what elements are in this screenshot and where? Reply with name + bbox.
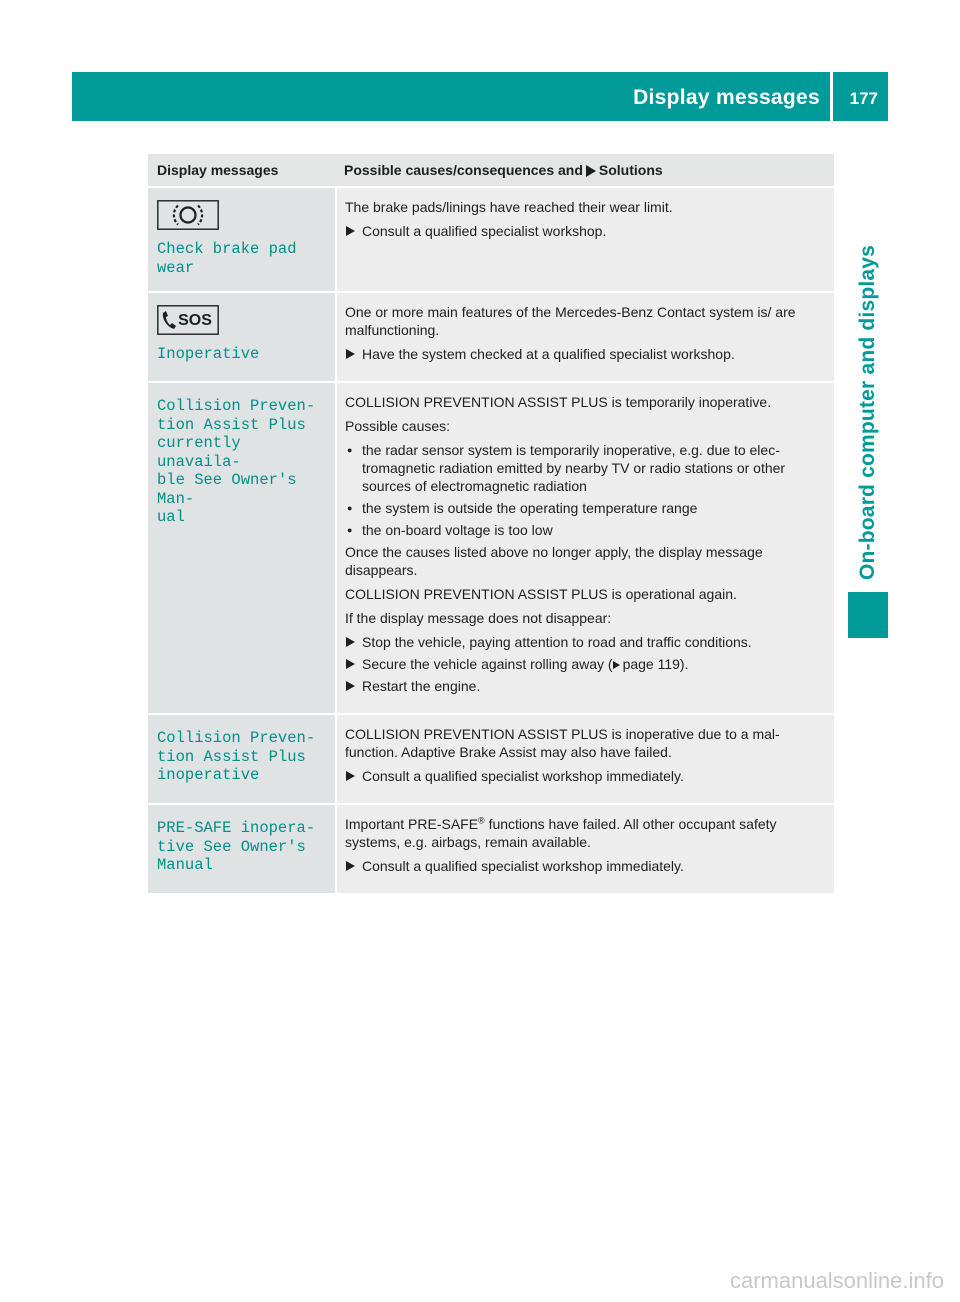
solutions-arrow-icon xyxy=(586,165,596,177)
solution-step: Consult a qualified specialist workshop immediately. xyxy=(345,857,828,875)
header-divider xyxy=(830,72,833,121)
sos-call-icon xyxy=(157,305,327,339)
cause-bullet: ● the on-board voltage is too low xyxy=(345,521,828,539)
message-cell xyxy=(148,714,336,804)
solution-cell xyxy=(336,187,834,292)
column-header-solutions: Possible causes/consequences and Solutions xyxy=(336,154,834,187)
solution-step: Stop the vehicle, paying attention to road and traffic conditions. xyxy=(345,633,828,651)
cause-text: Once the causes listed above no longer apply, the display message disappears. xyxy=(345,544,763,578)
table-row xyxy=(148,714,834,804)
brake-pad-wear-icon xyxy=(157,200,327,234)
cause-text: Important PRE-SAFE® functions have failed. All other occupant safety systems, e.g. airbags, remain available. xyxy=(345,815,777,850)
cause-text: COLLISION PREVENTION ASSIST PLUS is temporarily inoperative. xyxy=(345,394,772,410)
message-cell xyxy=(148,292,336,382)
cause-text: COLLISION PREVENTION ASSIST PLUS is inoperative due to a mal- function. Adaptive Brake Assist may also have failed. xyxy=(345,726,780,760)
side-tab-label: On-board computer and displays xyxy=(856,244,879,580)
cause-text: The brake pads/linings have reached their wear limit. xyxy=(345,199,673,215)
solution-cell xyxy=(336,292,834,382)
display-message-text: PRE-SAFE inopera‐ tive See Owner's Manual xyxy=(157,819,316,874)
watermark: carmanualsonline.info xyxy=(729,1268,944,1293)
cause-text: One or more main features of the Mercedes-Benz Contact system is/ are malfunctioning. xyxy=(345,304,796,338)
column-header-display-messages: Display messages xyxy=(148,154,336,187)
page-title: Display messages xyxy=(633,86,820,109)
solution-step: Consult a qualified specialist workshop. xyxy=(345,222,828,240)
display-messages-table xyxy=(148,154,834,893)
display-message-text: Inoperative xyxy=(157,345,260,363)
cause-text: If the display message does not disappear: xyxy=(345,610,612,626)
table-row xyxy=(148,382,834,714)
solution-step: Secure the vehicle against rolling away ( page 119). xyxy=(345,655,828,673)
header-bar xyxy=(72,72,888,121)
display-message-text: Check brake pad wear xyxy=(157,240,297,277)
display-message-text: Collision Preven‐ tion Assist Plus currently unavaila‐ ble See Owner's Man‐ ual xyxy=(157,397,316,526)
message-cell xyxy=(148,382,336,714)
solution-cell xyxy=(336,714,834,804)
solution-step: Have the system checked at a qualified specialist workshop. xyxy=(345,345,828,363)
solution-cell xyxy=(336,382,834,714)
cause-bullet: ● the system is outside the operating temperature range xyxy=(345,499,828,517)
solution-step: Consult a qualified specialist workshop immediately. xyxy=(345,767,828,785)
side-tab-marker xyxy=(848,592,888,638)
sos-label: SOS xyxy=(178,312,212,329)
cause-bullet: ● the radar sensor system is temporarily inoperative, e.g. due to elec- tromagnetic radiation emitted by nearby TV or radio stations or other sources of electromagnetic radiation xyxy=(345,441,828,495)
solution-step: Restart the engine. xyxy=(345,677,828,695)
page-number: 177 xyxy=(849,89,878,108)
side-tab xyxy=(848,140,888,580)
display-message-text: Collision Preven‐ tion Assist Plus inoperative xyxy=(157,729,316,784)
message-cell xyxy=(148,804,336,893)
table-row xyxy=(148,292,834,382)
causes-label: Possible causes: xyxy=(345,418,451,434)
page-reference-link[interactable]: page 119). xyxy=(622,656,689,672)
table-row xyxy=(148,187,834,292)
solution-cell xyxy=(336,804,834,893)
message-cell xyxy=(148,187,336,292)
table-row xyxy=(148,804,834,893)
cause-text: COLLISION PREVENTION ASSIST PLUS is operational again. xyxy=(345,586,737,602)
page-reference-icon xyxy=(613,661,620,669)
